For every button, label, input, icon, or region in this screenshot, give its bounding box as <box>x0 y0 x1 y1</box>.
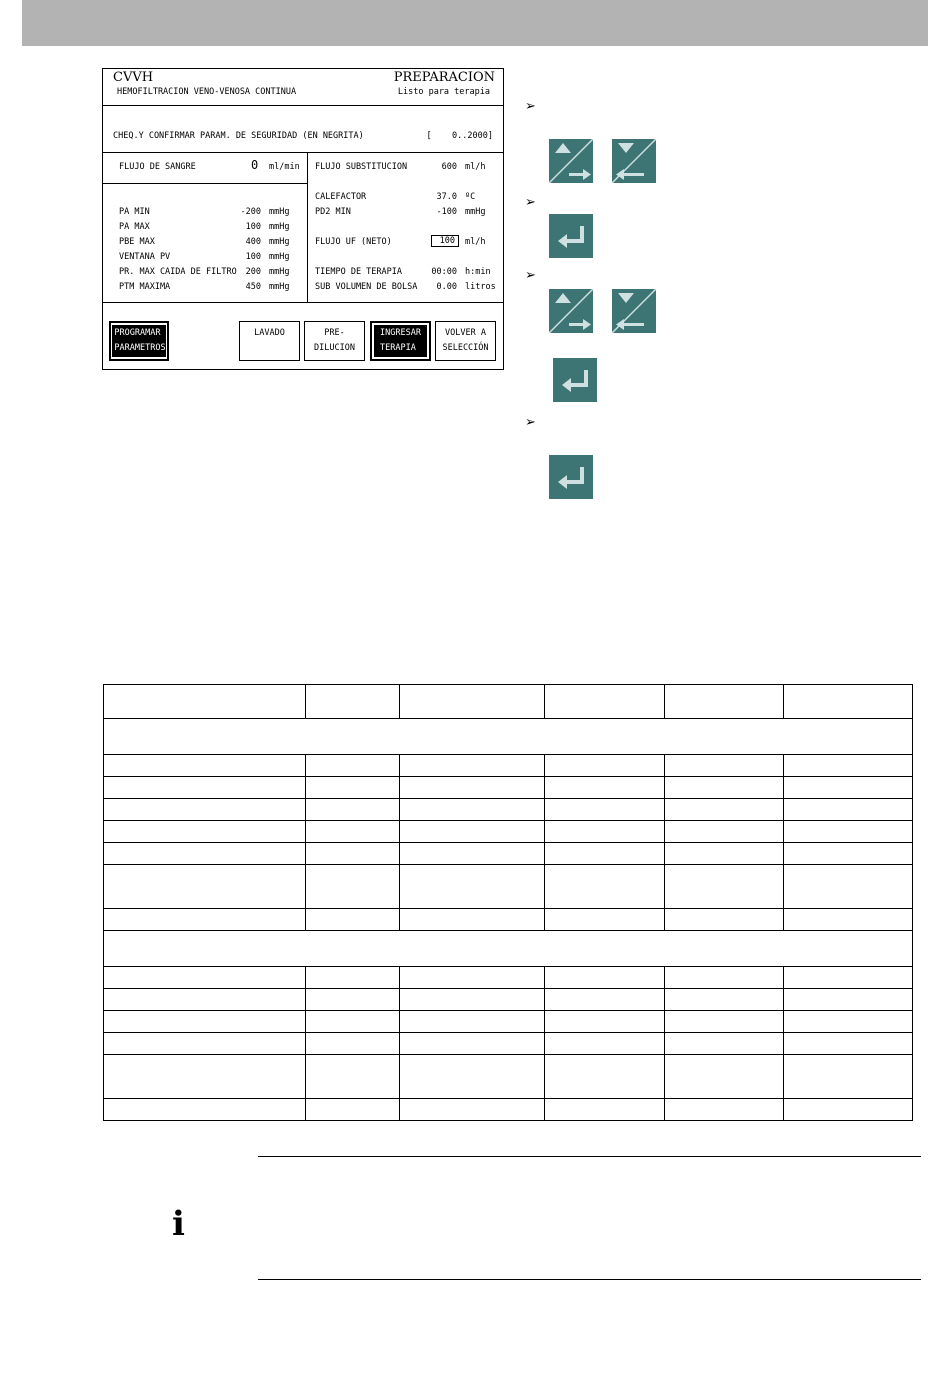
param-label: SUB VOLUMEN DE BOLSA <box>315 282 418 292</box>
note-bottom-rule <box>258 1279 921 1280</box>
blood-flow-label: FLUJO DE SANGRE <box>119 162 196 172</box>
table-row <box>104 967 913 989</box>
param-label: PTM MAXIMA <box>119 282 171 292</box>
enter-key-icon[interactable] <box>549 214 593 258</box>
param-unit: mmHg <box>269 267 290 277</box>
button-label: SELECCIÓN <box>442 343 489 353</box>
button-label: PARAMETROS <box>114 343 166 353</box>
table-row <box>104 1099 913 1121</box>
divider <box>103 302 503 303</box>
state-subtitle: Listo para terapia <box>397 87 490 97</box>
down-arrow-key-icon[interactable] <box>612 289 656 333</box>
arrowhead-bullet-icon: ➢ <box>525 268 536 283</box>
table-section-row <box>104 931 913 967</box>
program-parameters-button[interactable] <box>109 321 169 361</box>
table-header-row <box>104 685 913 719</box>
param-value: -200 <box>240 207 261 217</box>
param-value: 00:00 <box>431 267 457 277</box>
predilucion-button[interactable] <box>304 321 365 361</box>
up-arrow-key-icon[interactable] <box>549 139 593 183</box>
button-label: INGRESAR <box>380 328 421 338</box>
uf-flow-input[interactable]: 100 <box>431 235 459 247</box>
table-row <box>104 1011 913 1033</box>
param-unit: mmHg <box>269 252 290 262</box>
param-label: FLUJO SUBSTITUCION <box>315 162 408 172</box>
table-row <box>104 1033 913 1055</box>
param-label: CALEFACTOR <box>315 192 367 202</box>
button-label: VOLVER A <box>445 328 486 338</box>
param-unit: mmHg <box>269 237 290 247</box>
param-unit: ºC <box>465 192 476 202</box>
blood-flow-value: 0 <box>251 158 259 172</box>
divider <box>103 183 307 184</box>
param-unit: h:min <box>465 267 491 277</box>
parameter-table <box>103 684 913 1121</box>
table-row <box>104 799 913 821</box>
param-label: FLUJO UF (NETO) <box>315 237 392 247</box>
param-unit: mmHg <box>269 222 290 232</box>
table-row <box>104 843 913 865</box>
button-label: PROGRAMAR <box>114 328 161 338</box>
param-label: PBE MAX <box>119 237 155 247</box>
table-row <box>104 821 913 843</box>
lavado-button[interactable] <box>239 321 300 361</box>
header-bar <box>22 0 928 46</box>
arrowhead-bullet-icon: ➢ <box>525 415 536 430</box>
param-value: 200 <box>245 267 261 277</box>
divider <box>103 105 503 106</box>
param-value: 450 <box>245 282 261 292</box>
param-unit: mmHg <box>269 282 290 292</box>
param-unit: mmHg <box>465 207 486 217</box>
table-row <box>104 909 913 931</box>
machine-screen <box>102 68 504 370</box>
note-top-rule <box>258 1156 921 1157</box>
param-value: 400 <box>245 237 261 247</box>
param-label: PD2 MIN <box>315 207 351 217</box>
enter-key-icon[interactable] <box>549 455 593 499</box>
table-section-row <box>104 719 913 755</box>
column-divider <box>307 152 308 302</box>
arrowhead-bullet-icon: ➢ <box>525 195 536 210</box>
mode-title: CVVH <box>113 70 154 85</box>
ingresar-terapia-button[interactable] <box>370 321 431 361</box>
param-unit: ml/h <box>465 237 486 247</box>
table-row <box>104 865 913 909</box>
button-label: PRE- <box>324 328 345 338</box>
param-value: 100 <box>245 252 261 262</box>
param-unit: ml/h <box>465 162 486 172</box>
param-label: TIEMPO DE TERAPIA <box>315 267 402 277</box>
divider <box>103 152 503 153</box>
param-label: PA MIN <box>119 207 150 217</box>
param-value: 37.0 <box>436 192 457 202</box>
range-text: [ 0..2000] <box>426 131 493 141</box>
button-label: TERAPIA <box>380 343 416 353</box>
table-row <box>104 1055 913 1099</box>
enter-key-icon[interactable] <box>553 358 597 402</box>
param-value: 100 <box>245 222 261 232</box>
param-label: PR. MAX CAIDA DE FILTRO <box>119 267 237 277</box>
param-label: PA MAX <box>119 222 150 232</box>
mode-description: HEMOFILTRACION VENO-VENOSA CONTINUA <box>117 87 297 97</box>
param-value: 0.00 <box>436 282 457 292</box>
instruction-text: CHEQ.Y CONFIRMAR PARAM. DE SEGURIDAD (EN NEGRITA) <box>113 131 364 141</box>
param-unit: mmHg <box>269 207 290 217</box>
volver-seleccion-button[interactable] <box>435 321 496 361</box>
param-value: -100 <box>436 207 457 217</box>
down-arrow-key-icon[interactable] <box>612 139 656 183</box>
arrowhead-bullet-icon: ➢ <box>525 99 536 114</box>
blood-flow-unit: ml/min <box>269 162 300 172</box>
button-label: LAVADO <box>254 328 285 338</box>
param-label: VENTANA PV <box>119 252 171 262</box>
button-label: DILUCION <box>314 343 355 353</box>
param-value: 600 <box>441 162 457 172</box>
up-arrow-key-icon[interactable] <box>549 289 593 333</box>
information-icon: i <box>172 1204 185 1244</box>
table-row <box>104 777 913 799</box>
param-unit: litros <box>465 282 496 292</box>
state-title: PREPARACION <box>393 70 495 85</box>
table-row <box>104 755 913 777</box>
table-row <box>104 989 913 1011</box>
